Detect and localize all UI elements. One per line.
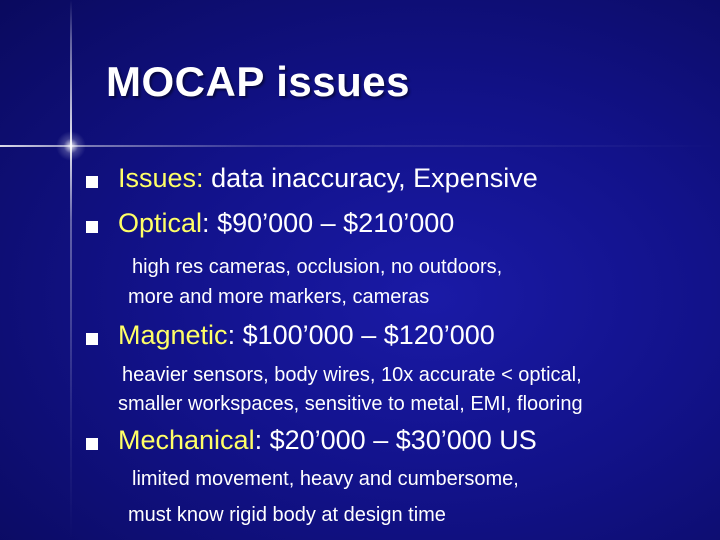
bullet-item-mechanical — [118, 425, 537, 456]
slide-title: MOCAP issues — [106, 58, 410, 105]
bullet-separator: : — [227, 320, 243, 350]
bullet-value: $20’000 – $30’000 US — [269, 425, 537, 455]
bullet-value: $90’000 – $210’000 — [217, 208, 455, 238]
bullet-key: Mechanical — [118, 425, 255, 455]
bullet-value: data inaccuracy, Expensive — [211, 163, 538, 193]
bullet-square-icon — [86, 333, 98, 345]
bullet-square-icon — [86, 221, 98, 233]
detail-line: limited movement, heavy and cumbersome, — [132, 468, 519, 490]
bullet-square-icon — [86, 176, 98, 188]
decorative-horizontal-line — [0, 145, 720, 147]
detail-line: more and more markers, cameras — [128, 286, 430, 308]
bullet-key: Issues — [118, 163, 197, 193]
bullet-square-icon — [86, 438, 98, 450]
bullet-item-issues — [118, 163, 538, 194]
decorative-sparkle-icon — [56, 131, 86, 161]
bullet-separator: : — [202, 208, 218, 238]
detail-line: high res cameras, occlusion, no outdoors, — [132, 256, 503, 278]
bullet-key: Optical — [118, 208, 203, 238]
detail-line: must know rigid body at design time — [128, 504, 446, 526]
bullet-separator: : — [254, 425, 270, 455]
bullet-item-magnetic — [118, 320, 495, 351]
decorative-vertical-line — [70, 0, 72, 540]
detail-line: smaller workspaces, sensitive to metal, EMI, flooring — [118, 393, 583, 415]
bullet-key: Magnetic — [118, 320, 228, 350]
bullet-item-optical — [118, 208, 454, 239]
bullet-value: $100’000 – $120’000 — [242, 320, 495, 350]
detail-line: heavier sensors, body wires, 10x accurate < optical, — [122, 364, 582, 386]
bullet-separator: : — [196, 163, 212, 193]
